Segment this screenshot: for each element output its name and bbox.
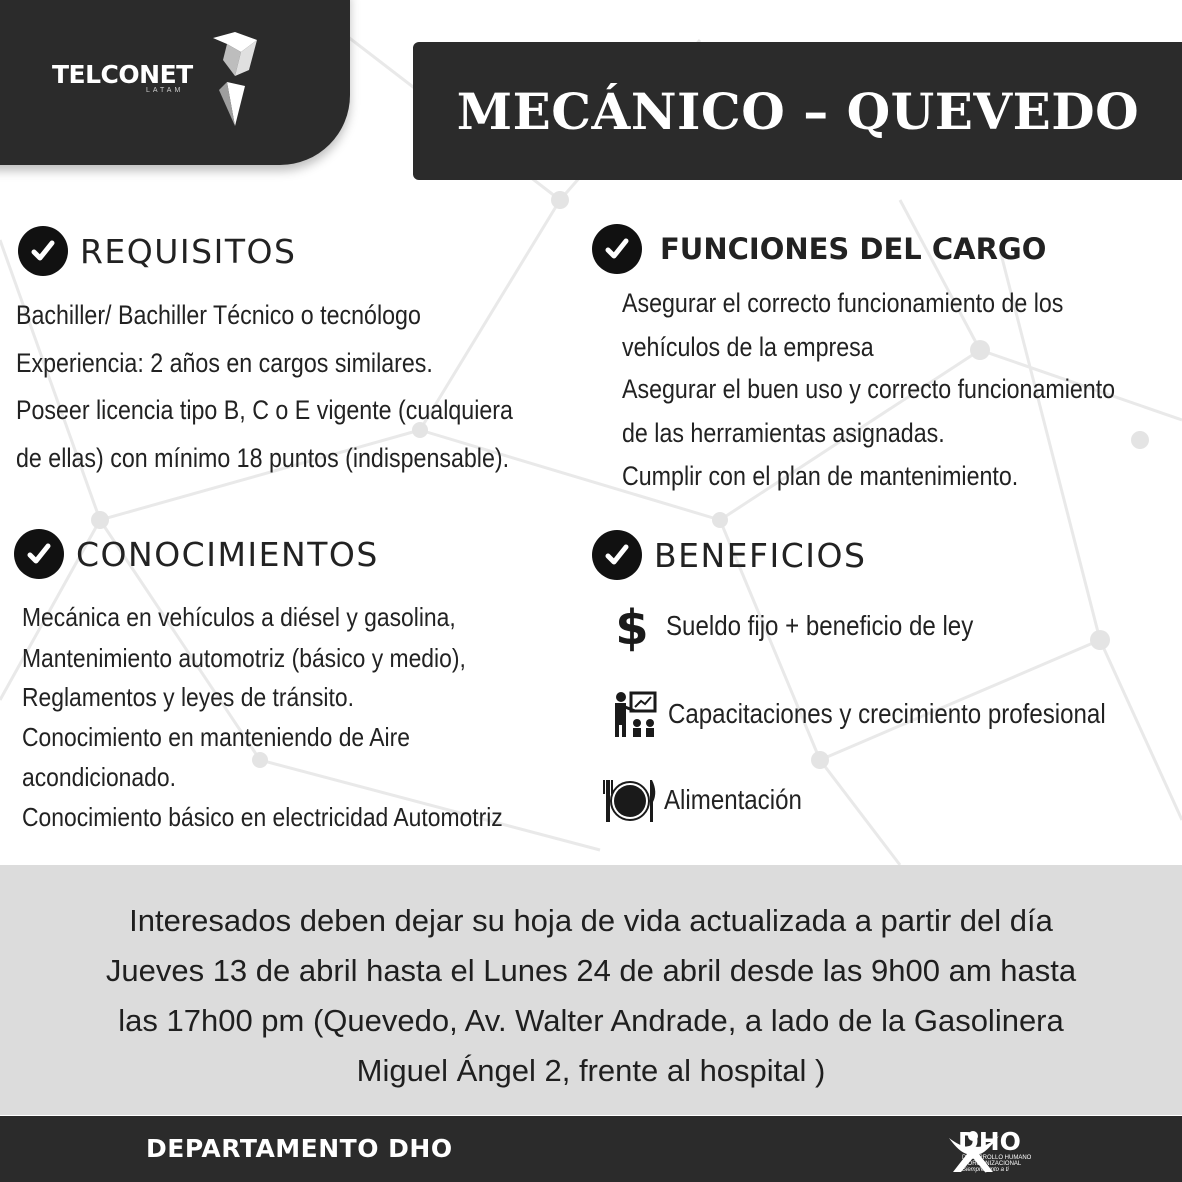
info-line: Miguel Ángel 2, frente al hospital ) bbox=[356, 1053, 826, 1088]
telconet-logo-icon bbox=[205, 30, 265, 130]
beneficios-title: BENEFICIOS bbox=[654, 535, 867, 575]
list-item: Conocimiento en manteniendo de Aire bbox=[22, 722, 410, 752]
requisitos-heading bbox=[18, 226, 296, 276]
funciones-title: FUNCIONES DEL CARGO bbox=[660, 232, 1047, 266]
check-icon bbox=[592, 224, 642, 274]
conocimientos-list bbox=[22, 604, 503, 844]
list-item: Conocimiento básico en electricidad Automotriz bbox=[22, 802, 503, 832]
dho-brand: DHO bbox=[958, 1127, 1021, 1156]
info-line: Interesados deben dejar su hoja de vida actualizada a partir del día bbox=[129, 903, 1053, 938]
check-icon bbox=[14, 529, 64, 579]
food-icon bbox=[600, 770, 660, 830]
benefit-item bbox=[604, 684, 1177, 744]
logo-sub: LATAM bbox=[146, 87, 184, 94]
funciones-heading bbox=[592, 224, 1046, 274]
benefit-item bbox=[600, 770, 824, 830]
logo-name: TELCONET bbox=[52, 60, 193, 89]
benefit-label: Alimentación bbox=[664, 784, 802, 815]
requisitos-title: REQUISITOS bbox=[80, 231, 297, 271]
check-icon bbox=[592, 530, 642, 580]
list-item: de las herramientas asignadas. bbox=[622, 418, 945, 448]
conocimientos-title: CONOCIMIENTOS bbox=[76, 534, 379, 574]
list-item: Bachiller/ Bachiller Técnico o tecnólogo bbox=[16, 300, 421, 330]
list-item: Cumplir con el plan de mantenimiento. bbox=[622, 461, 1019, 491]
list-item: acondicionado. bbox=[22, 762, 176, 792]
list-item: Mantenimiento automotriz (básico y medio), bbox=[22, 643, 466, 673]
beneficios-heading bbox=[592, 530, 866, 580]
title-bar bbox=[413, 42, 1182, 180]
list-item: Asegurar el buen uso y correcto funcionamiento bbox=[622, 374, 1116, 404]
benefit-item bbox=[602, 596, 1023, 656]
dho-brand-sub: DESARROLLO HUMANO Y ORGANIZACIONAL Siempre junto a ti bbox=[962, 1155, 1032, 1173]
requisitos-list bbox=[16, 302, 513, 493]
list-item: de ellas) con mínimo 18 puntos (indispensable). bbox=[16, 443, 510, 473]
check-icon bbox=[18, 226, 68, 276]
footer-department: DEPARTAMENTO DHO bbox=[146, 1134, 453, 1163]
list-item: Mecánica en vehículos a diésel y gasolina, bbox=[22, 602, 456, 632]
benefit-label: Sueldo fijo + beneficio de ley bbox=[666, 610, 974, 641]
list-item: Asegurar el correcto funcionamiento de los bbox=[622, 288, 1064, 318]
funciones-list bbox=[622, 290, 1115, 505]
training-icon bbox=[604, 684, 664, 744]
benefit-label: Capacitaciones y crecimiento profesional bbox=[668, 698, 1106, 729]
svg-text:$: $ bbox=[615, 600, 649, 656]
page-title: MECÁNICO – QUEVEDO bbox=[456, 81, 1140, 141]
info-line: Jueves 13 de abril hasta el Lunes 24 de abril desde las 9h00 am hasta bbox=[105, 953, 1077, 988]
list-item: Poseer licencia tipo B, C o E vigente (cualquiera bbox=[16, 395, 513, 425]
list-item: Reglamentos y leyes de tránsito. bbox=[22, 682, 354, 712]
info-line: las 17h00 pm (Quevedo, Av. Walter Andrade, a lado de la Gasolinera bbox=[118, 1003, 1064, 1038]
application-info bbox=[40, 896, 1142, 1096]
dollar-icon bbox=[602, 596, 662, 656]
list-item: vehículos de la empresa bbox=[622, 332, 874, 362]
conocimientos-heading bbox=[14, 529, 379, 579]
list-item: Experiencia: 2 años en cargos similares. bbox=[16, 348, 433, 378]
